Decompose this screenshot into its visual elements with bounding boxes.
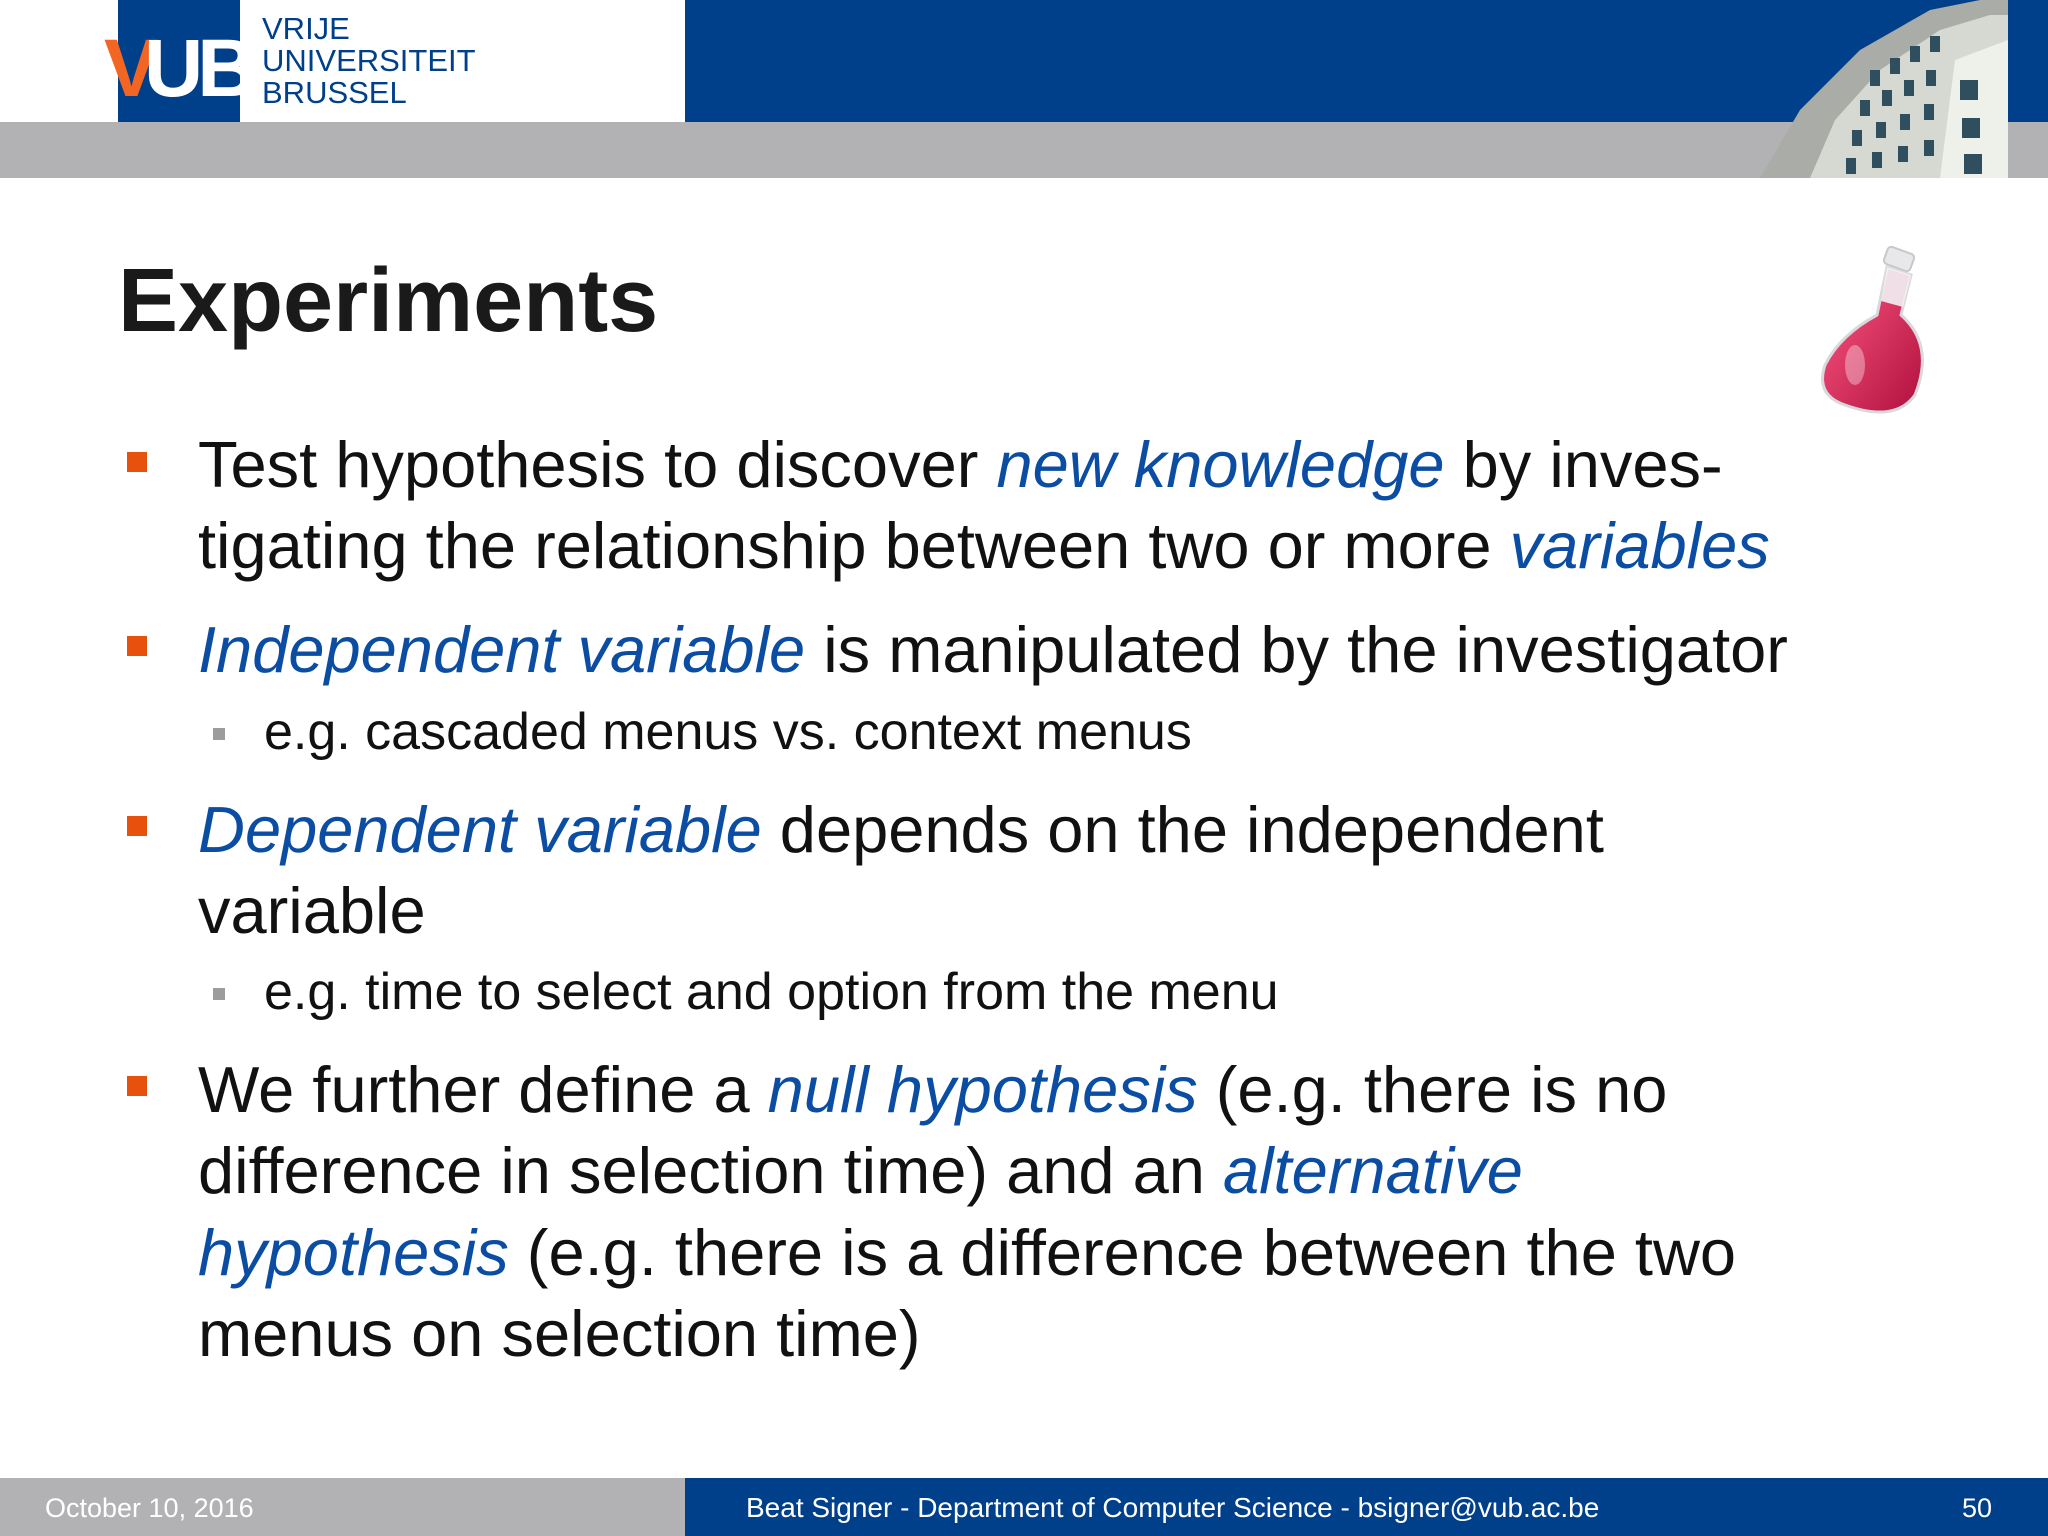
university-name-line-1: VRIJE [262, 11, 350, 46]
bullet-1-line-1: Test hypothesis to discover new knowledge by inves- [198, 428, 1723, 501]
sub-bullet-marker [213, 988, 225, 1000]
bullet-2-line-1: Independent variable is manipulated by the investigator [198, 613, 1788, 686]
bullet-4-line-3: hypothesis (e.g. there is a difference between the two [198, 1216, 1737, 1289]
bullet-marker [127, 1076, 147, 1096]
footer-author: Beat Signer - Department of Computer Science - bsigner@vub.ac.be [746, 1492, 1600, 1523]
bullet-3-line-1: Dependent variable depends on the independent [198, 793, 1604, 866]
building-photo [1740, 0, 2008, 178]
emphasis-term: Dependent variable [198, 793, 762, 866]
university-name-line-2: UNIVERSITEIT [262, 43, 476, 78]
page-number: 50 [1962, 1493, 1993, 1523]
emphasis-term: alternative [1222, 1134, 1523, 1207]
bullet-marker [127, 636, 147, 656]
bullet-4-line-2: difference in selection time) and an alternative [198, 1134, 1523, 1207]
emphasis-term: hypothesis [198, 1216, 509, 1289]
bullet-marker [127, 816, 147, 836]
bullet-3-sub: e.g. time to select and option from the menu [264, 963, 1279, 1021]
logo-letters-ub: UB [144, 23, 251, 114]
emphasis-term: variables [1509, 509, 1770, 582]
slide-title: Experiments [118, 251, 659, 351]
emphasis-term: new knowledge [996, 428, 1445, 501]
bullet-1-line-2: tigating the relationship between two or more variables [198, 509, 1770, 582]
sub-bullet-marker [213, 728, 225, 740]
footer-date: October 10, 2016 [45, 1493, 254, 1523]
flask-icon [1815, 245, 1935, 420]
bullet-marker [127, 452, 147, 472]
bullet-4-line-1: We further define a null hypothesis (e.g. there is no [198, 1053, 1668, 1126]
university-name-line-3: BRUSSEL [262, 75, 407, 110]
logo-letter-v: V [104, 23, 153, 114]
emphasis-term: Independent variable [198, 613, 806, 686]
bullet-3-line-2: variable [198, 874, 426, 947]
bullet-2-sub: e.g. cascaded menus vs. context menus [264, 703, 1192, 761]
emphasis-term: null hypothesis [767, 1053, 1198, 1126]
bullet-4-line-4: menus on selection time) [198, 1297, 921, 1370]
